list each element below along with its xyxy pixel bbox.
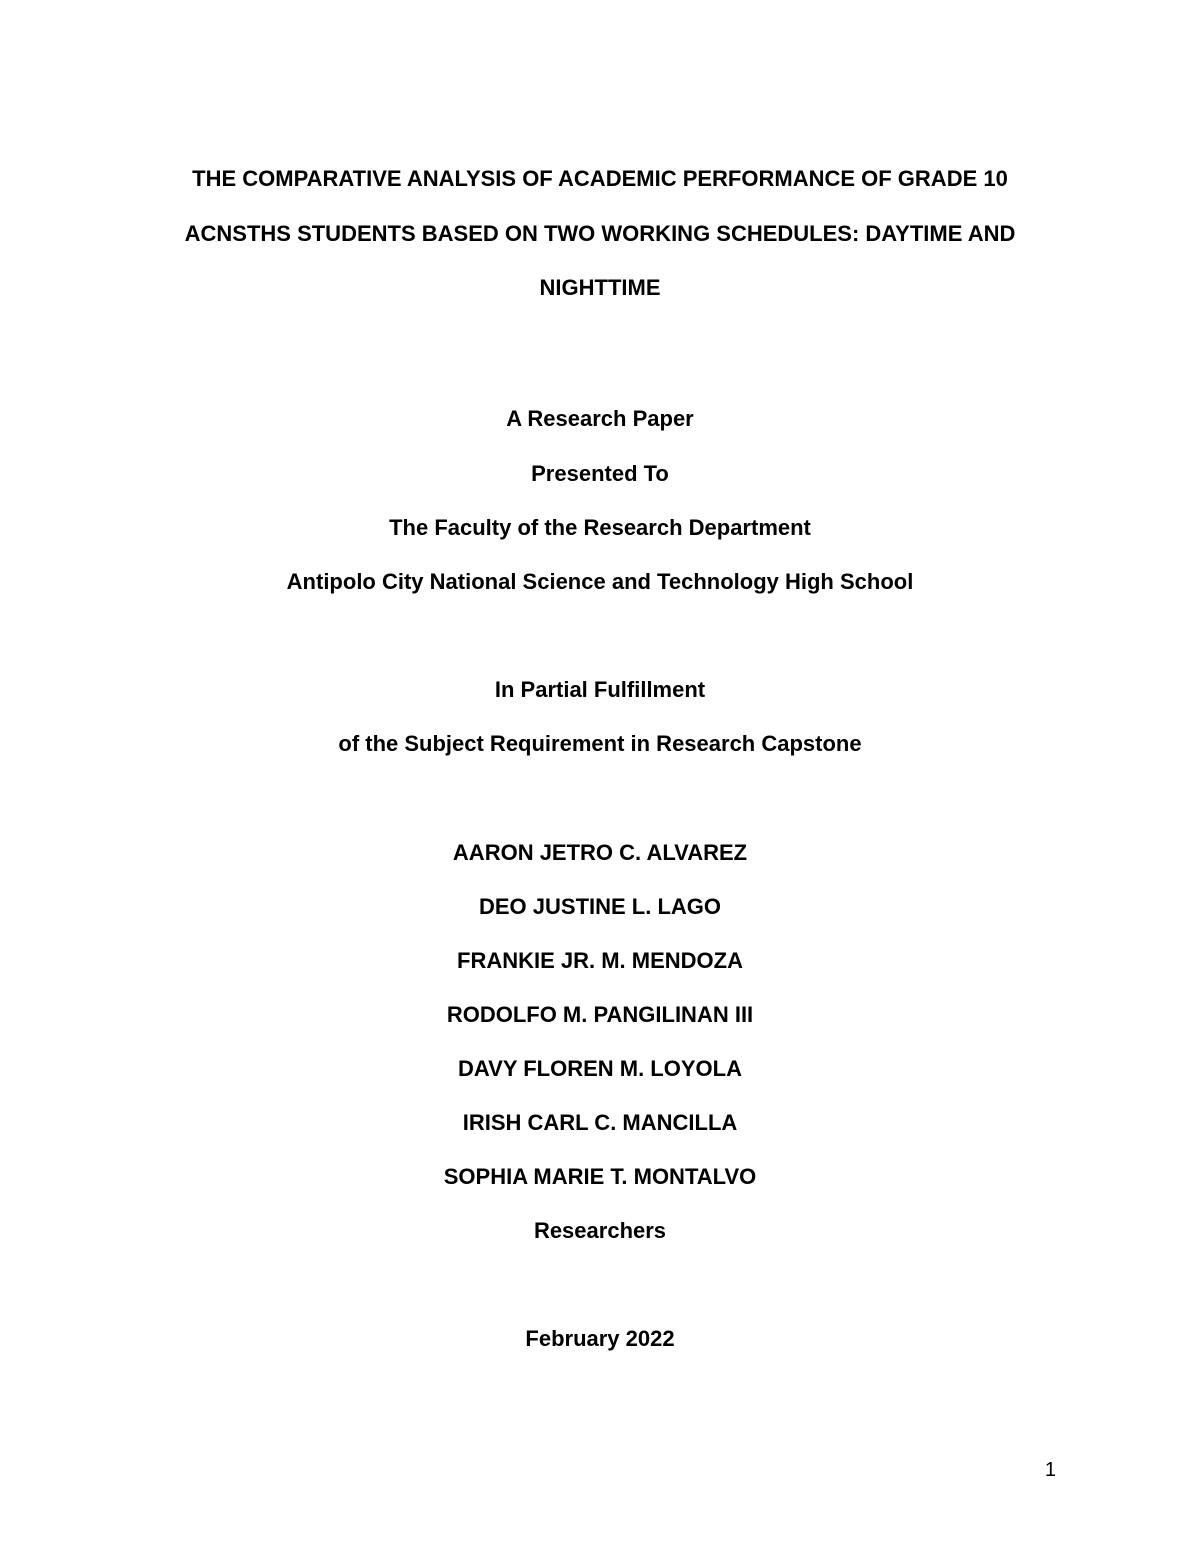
title-line-1: THE COMPARATIVE ANALYSIS OF ACADEMIC PERFORMANCE OF GRADE 10 — [192, 166, 1008, 191]
submission-date: February 2022 — [525, 1326, 675, 1351]
faculty-name: The Faculty of the Research Department — [389, 515, 811, 540]
researchers-label: Researchers — [533, 1218, 667, 1243]
researcher-name: SOPHIA MARIE T. MONTALVO — [443, 1164, 757, 1189]
researcher-name: DEO JUSTINE L. LAGO — [478, 894, 722, 919]
researcher-name: DAVY FLOREN M. LOYOLA — [458, 1056, 742, 1081]
school-name: Antipolo City National Science and Technology High School — [286, 569, 914, 594]
presented-to: Presented To — [531, 461, 669, 486]
paper-type: A Research Paper — [506, 406, 694, 431]
researcher-name: AARON JETRO C. ALVAREZ — [452, 840, 748, 865]
page-number: 1 — [1044, 1459, 1056, 1481]
researcher-name: IRISH CARL C. MANCILLA — [462, 1110, 738, 1135]
researcher-name: FRANKIE JR. M. MENDOZA — [457, 948, 743, 973]
fulfillment-line-1: In Partial Fulfillment — [494, 677, 706, 702]
fulfillment-line-2: of the Subject Requirement in Research Capstone — [338, 731, 862, 756]
title-line-2: ACNSTHS STUDENTS BASED ON TWO WORKING SCHEDULES: DAYTIME AND — [184, 221, 1016, 246]
title-line-3: NIGHTTIME — [539, 275, 661, 300]
researcher-name: RODOLFO M. PANGILINAN III — [446, 1002, 754, 1027]
